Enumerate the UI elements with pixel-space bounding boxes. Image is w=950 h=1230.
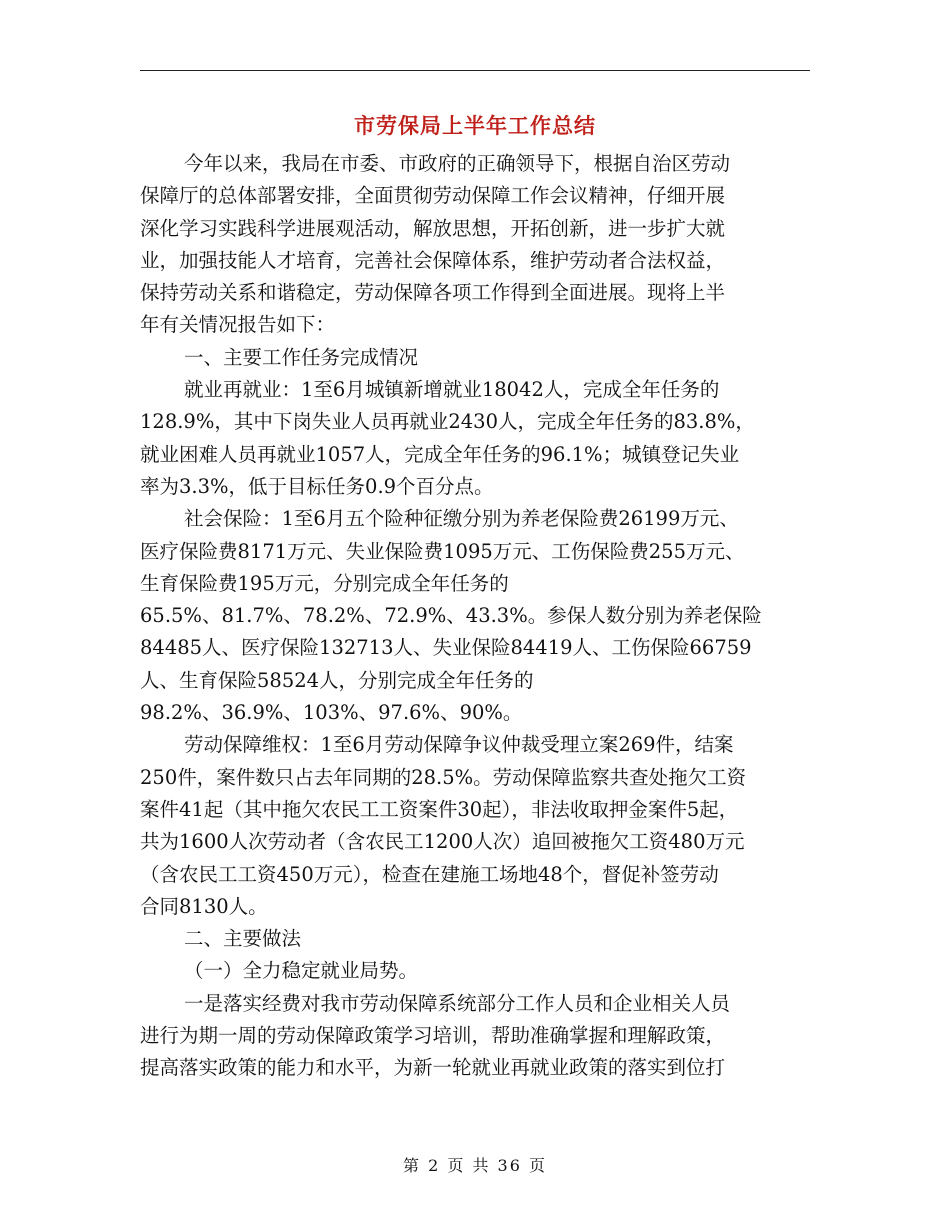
body-line: 保持劳动关系和谐稳定，劳动保障各项工作得到全面进展。现将上半: [140, 281, 726, 305]
document-body: [140, 148, 816, 1085]
body-line: 共为1600人次劳动者（含农民工1200人次）追回被拖欠工资480万元: [140, 830, 745, 854]
body-line: 就业再就业：1至6月城镇新增就业18042人，完成全年任务的: [184, 378, 720, 402]
body-line: 人、生育保险58524人，分别完成全年任务的: [140, 668, 534, 692]
body-line: 深化学习实践科学进展观活动，解放思想，开拓创新，进一步扩大就: [140, 216, 726, 240]
body-line: 一、主要工作任务完成情况: [184, 345, 419, 369]
body-line: 二、主要做法: [184, 927, 302, 951]
body-line: 进行为期一周的劳动保障政策学习培训，帮助准确掌握和理解政策，: [140, 1024, 726, 1048]
body-line: 就业困难人员再就业1057人，完成全年任务的96.1%；城镇登记失业: [140, 442, 740, 466]
body-line: 今年以来，我局在市委、市政府的正确领导下，根据自治区劳动: [184, 152, 731, 175]
body-line: 率为3.3%，低于目标任务0.9个百分点。: [140, 474, 494, 498]
body-line: 劳动保障维权：1至6月劳动保障争议仲裁受理立案269件，结案: [184, 733, 734, 757]
body-line: （含农民工工资450万元），检查在建施工场地48个，督促补签劳动: [140, 862, 719, 886]
body-line: 案件41起（其中拖欠农民工工资案件30起），非法收取押金案件5起，: [140, 797, 739, 821]
body-line: 250件，案件数只占去年同期的28.5%。劳动保障监察共查处拖欠工资: [140, 765, 747, 789]
body-line: 一是落实经费对我市劳动保障系统部分工作人员和企业相关人员: [184, 991, 731, 1015]
header-rule: [140, 70, 810, 71]
body-line: 业，加强技能人才培育，完善社会保障体系，维护劳动者合法权益，: [140, 248, 726, 272]
document-title: 市劳保局上半年工作总结: [354, 113, 596, 138]
body-line: 生育保险费195万元，分别完成全年任务的: [140, 571, 509, 595]
body-line: 合同8130人。: [140, 894, 268, 918]
body-line: 98.2%、36.9%、103%、97.6%、90%。: [140, 701, 523, 725]
body-line: 保障厅的总体部署安排，全面贯彻劳动保障工作会议精神，仔细开展: [140, 184, 726, 208]
body-line: 社会保险：1至6月五个险种征缴分别为养老保险费26199万元、: [184, 507, 739, 531]
page-footer: 第 2 页 共 36 页: [403, 1156, 547, 1175]
body-line: 84485人、医疗保险132713人、失业保险84419人、工伤保险66759: [140, 636, 752, 660]
body-line: （一）全力稳定就业局势。: [184, 959, 419, 983]
body-line: 医疗保险费8171万元、失业保险费1095万元、工伤保险费255万元、: [140, 539, 745, 563]
body-line: 65.5%、81.7%、78.2%、72.9%、43.3%。参保人数分别为养老保险: [140, 604, 762, 628]
body-line: 提高落实政策的能力和水平，为新一轮就业再就业政策的落实到位打: [140, 1056, 726, 1080]
body-line: 128.9%，其中下岗失业人员再就业2430人，完成全年任务的83.8%，: [140, 410, 755, 434]
body-line: 年有关情况报告如下：: [140, 313, 336, 337]
